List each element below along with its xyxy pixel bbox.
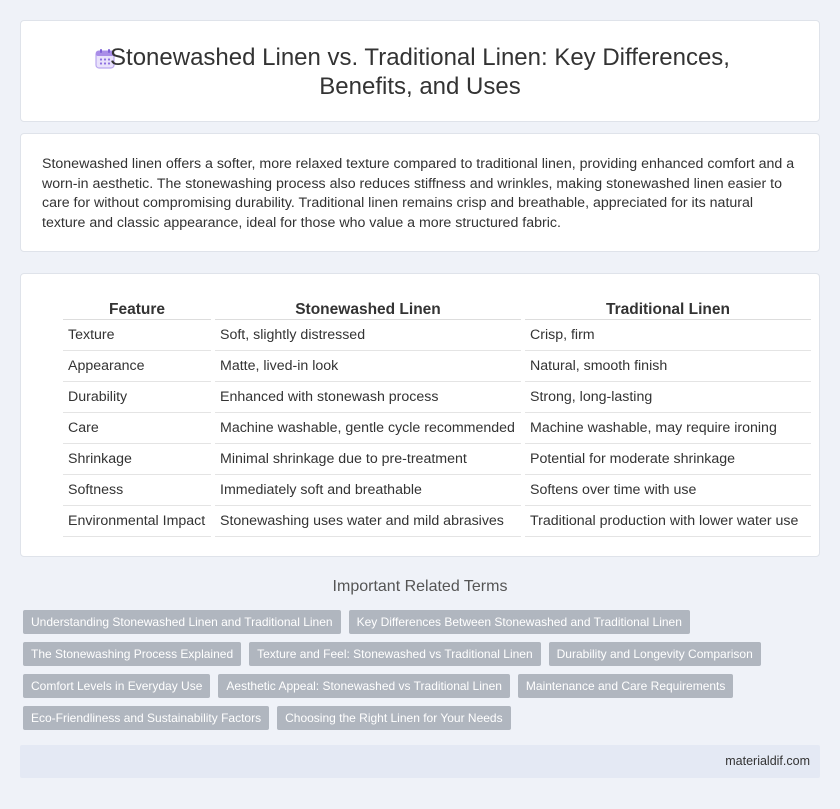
table-row	[63, 382, 811, 413]
stonewashed-cell: Enhanced with stonewash process	[215, 382, 521, 413]
intro-card	[20, 133, 820, 252]
related-terms-row	[23, 706, 823, 730]
table-row	[63, 351, 811, 382]
table-row	[63, 413, 811, 444]
stonewashed-cell: Machine washable, gentle cycle recommended	[215, 413, 521, 444]
related-term-tag[interactable]: Maintenance and Care Requirements	[518, 674, 733, 698]
related-term-tag[interactable]: Eco-Friendliness and Sustainability Factors	[23, 706, 269, 730]
header-card	[20, 20, 820, 122]
stonewashed-cell: Immediately soft and breathable	[215, 475, 521, 506]
traditional-cell: Machine washable, may require ironing	[525, 413, 811, 444]
stonewashed-cell: Soft, slightly distressed	[215, 320, 521, 351]
related-terms-row	[23, 674, 823, 698]
header-traditional: Traditional Linen	[525, 298, 811, 320]
stonewashed-cell: Minimal shrinkage due to pre-treatment	[215, 444, 521, 475]
footer	[20, 745, 820, 778]
stonewashed-cell: Matte, lived-in look	[215, 351, 521, 382]
related-term-tag[interactable]: Choosing the Right Linen for Your Needs	[277, 706, 510, 730]
traditional-cell: Natural, smooth finish	[525, 351, 811, 382]
feature-cell: Texture	[63, 320, 211, 351]
comparison-table	[63, 298, 811, 537]
feature-cell: Appearance	[63, 351, 211, 382]
traditional-cell: Crisp, firm	[525, 320, 811, 351]
feature-cell: Care	[63, 413, 211, 444]
comparison-table-card	[20, 273, 820, 557]
table-header-row	[63, 298, 811, 320]
related-terms-title: Important Related Terms	[332, 578, 508, 595]
intro-paragraph: Stonewashed linen offers a softer, more relaxed texture compared to traditional linen, providing enhanced comfort and a worn-in aesthetic. The stonewashing process also reduces stiffness and wrinkles, making stonewashed linen easier to care for without compromising durability. Traditional linen remains crisp and breathable, appreciated for its natural texture and classic appearance, ideal for those who value a more structured fabric.	[42, 156, 795, 231]
table-row	[63, 444, 811, 475]
feature-cell: Softness	[63, 475, 211, 506]
traditional-cell: Softens over time with use	[525, 475, 811, 506]
related-terms-row	[23, 610, 823, 634]
traditional-cell: Potential for moderate shrinkage	[525, 444, 811, 475]
header-stonewashed: Stonewashed Linen	[215, 298, 521, 320]
related-terms-row	[23, 642, 823, 666]
related-terms-list	[23, 610, 823, 738]
related-term-tag[interactable]: Comfort Levels in Everyday Use	[23, 674, 210, 698]
traditional-cell: Traditional production with lower water use	[525, 506, 811, 537]
feature-cell: Durability	[63, 382, 211, 413]
traditional-cell: Strong, long-lasting	[525, 382, 811, 413]
page-title	[21, 43, 819, 101]
table-row	[63, 475, 811, 506]
header-feature: Feature	[63, 298, 211, 320]
feature-cell: Environmental Impact	[63, 506, 211, 537]
page-title-line-2: Benefits, and Uses	[319, 73, 521, 100]
related-term-tag[interactable]: Key Differences Between Stonewashed and Traditional Linen	[349, 610, 690, 634]
table-row	[63, 320, 811, 351]
related-term-tag[interactable]: Durability and Longevity Comparison	[549, 642, 761, 666]
footer-site-link[interactable]: materialdif.com	[725, 754, 810, 768]
related-term-tag[interactable]: Texture and Feel: Stonewashed vs Traditional Linen	[249, 642, 541, 666]
feature-cell: Shrinkage	[63, 444, 211, 475]
page-title-line-1: Stonewashed Linen vs. Traditional Linen: Key Differences,	[110, 44, 730, 71]
stonewashed-cell: Stonewashing uses water and mild abrasives	[215, 506, 521, 537]
related-term-tag[interactable]: The Stonewashing Process Explained	[23, 642, 241, 666]
related-term-tag[interactable]: Aesthetic Appeal: Stonewashed vs Traditional Linen	[218, 674, 510, 698]
related-term-tag[interactable]: Understanding Stonewashed Linen and Traditional Linen	[23, 610, 341, 634]
table-row	[63, 506, 811, 537]
